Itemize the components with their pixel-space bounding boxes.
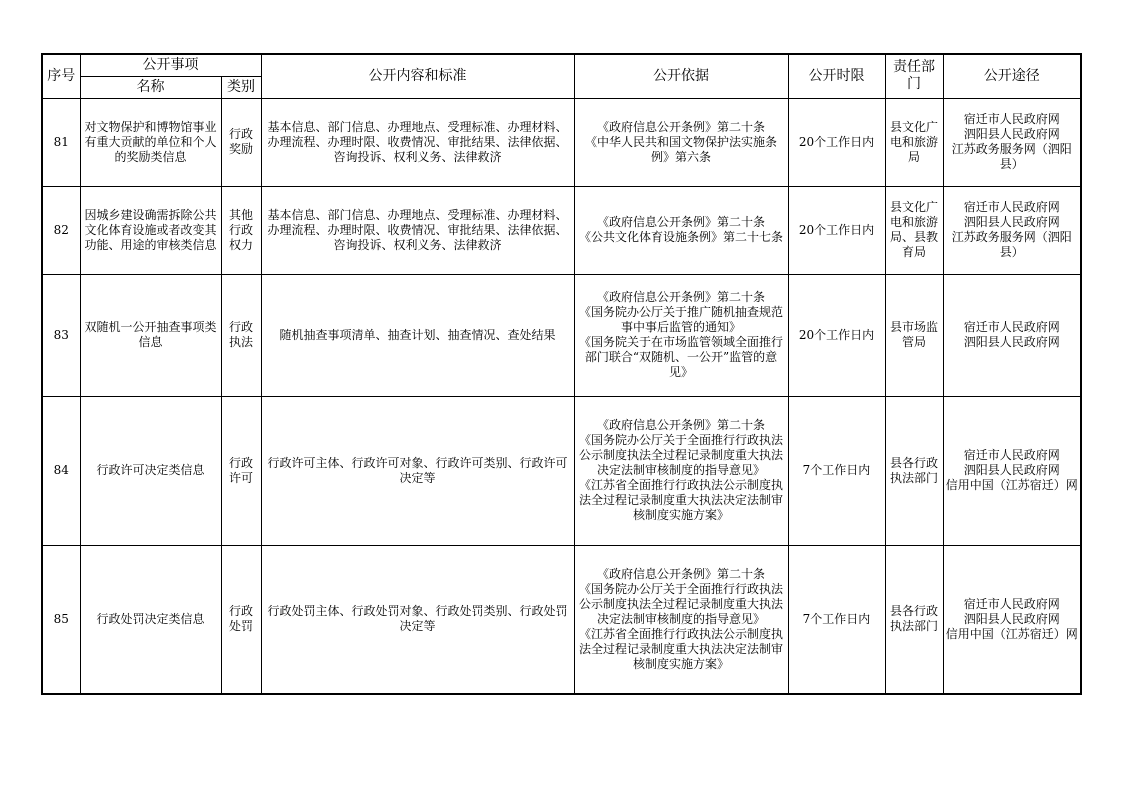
row-channel <box>943 545 1081 694</box>
channel-line: 宿迁市人民政府网 <box>963 320 1060 334</box>
row-channel <box>943 186 1081 274</box>
row-basis <box>574 98 788 186</box>
header-public-item: 公开事项 <box>80 54 261 76</box>
header-row-top <box>42 54 1081 76</box>
header-category: 类别 <box>221 76 261 98</box>
row-category: 行政许可 <box>221 396 261 545</box>
channel-line: 宿迁市人民政府网 <box>963 596 1060 611</box>
basis-line: 《江苏省全面推行行政执法公示制度执法全过程记录制度重大执法决定法制审核制度实施方案》 <box>578 478 783 522</box>
header-seq: 序号 <box>42 54 80 98</box>
channel-line: 泗阳县人民政府网 <box>963 335 1060 349</box>
channel-line: 泗阳县人民政府网 <box>963 215 1060 229</box>
row-content: 基本信息、部门信息、办理地点、受理标准、办理材料、办理流程、办理时限、收费情况、审批结果、法律依据、咨询投诉、权利义务、法律救济 <box>261 186 574 274</box>
basis-line: 《中华人民共和国文物保护法实施条例》第六条 <box>584 134 777 164</box>
row-name: 对文物保护和博物馆事业有重大贡献的单位和个人的奖励类信息 <box>80 98 221 186</box>
row-department: 县市场监管局 <box>885 274 943 396</box>
row-seq: 84 <box>42 396 80 545</box>
header-time-limit: 公开时限 <box>788 54 885 98</box>
row-basis <box>574 396 788 545</box>
row-seq: 83 <box>42 274 80 396</box>
row-department: 县文化广电和旅游局 <box>885 98 943 186</box>
channel-line: 宿迁市人民政府网 <box>963 448 1060 462</box>
row-time-limit: 20个工作日内 <box>788 186 885 274</box>
row-seq: 85 <box>42 545 80 694</box>
basis-line: 《国务院办公厅关于推广随机抽查规范事中事后监管的通知》 <box>578 305 783 334</box>
row-time-limit: 20个工作日内 <box>788 98 885 186</box>
table-row <box>42 98 1081 186</box>
table-row <box>42 545 1081 694</box>
header-content: 公开内容和标准 <box>261 54 574 98</box>
row-seq: 81 <box>42 98 80 186</box>
row-seq: 82 <box>42 186 80 274</box>
row-channel <box>943 98 1081 186</box>
row-time-limit: 7个工作日内 <box>788 396 885 545</box>
row-content: 行政处罚主体、行政处罚对象、行政处罚类别、行政处罚决定等 <box>261 545 574 694</box>
basis-line: 《国务院办公厅关于全面推行行政执法公示制度执法全过程记录制度重大执法决定法制审核制度的指导意见》 <box>578 433 783 477</box>
row-category: 行政奖励 <box>221 98 261 186</box>
row-name: 因城乡建设确需拆除公共文化体育设施或者改变其功能、用途的审核类信息 <box>80 186 221 274</box>
channel-line: 宿迁市人民政府网 <box>963 112 1060 126</box>
channel-line: 信用中国（江苏宿迁）网 <box>945 626 1078 641</box>
basis-line: 《国务院办公厅关于全面推行行政执法公示制度执法全过程记录制度重大执法决定法制审核制度的指导意见》 <box>578 581 783 626</box>
channel-line: 泗阳县人民政府网 <box>963 611 1060 626</box>
row-channel <box>943 274 1081 396</box>
row-category: 行政处罚 <box>221 545 261 694</box>
basis-line: 《公共文化体育设施条例》第二十七条 <box>578 230 783 244</box>
row-basis <box>574 545 788 694</box>
header-name: 名称 <box>80 76 221 98</box>
row-time-limit: 7个工作日内 <box>788 545 885 694</box>
channel-line: 泗阳县人民政府网 <box>963 127 1060 141</box>
channel-line: 泗阳县人民政府网 <box>963 463 1060 477</box>
basis-line: 《政府信息公开条例》第二十条 <box>596 290 765 304</box>
channel-line: 宿迁市人民政府网 <box>963 200 1060 214</box>
row-content: 行政许可主体、行政许可对象、行政许可类别、行政许可决定等 <box>261 396 574 545</box>
row-channel <box>943 396 1081 545</box>
row-department: 县各行政执法部门 <box>885 545 943 694</box>
basis-line: 《政府信息公开条例》第二十条 <box>596 215 765 229</box>
row-category: 其他行政权力 <box>221 186 261 274</box>
row-time-limit: 20个工作日内 <box>788 274 885 396</box>
row-content: 基本信息、部门信息、办理地点、受理标准、办理材料、办理流程、办理时限、收费情况、审批结果、法律依据、咨询投诉、权利义务、法律救济 <box>261 98 574 186</box>
row-name: 双随机一公开抽查事项类信息 <box>80 274 221 396</box>
row-department: 县各行政执法部门 <box>885 396 943 545</box>
row-category: 行政执法 <box>221 274 261 396</box>
channel-line: 信用中国（江苏宿迁）网 <box>945 478 1078 492</box>
basis-line: 《国务院关于在市场监管领域全面推行部门联合“双随机、一公开”监管的意见》 <box>578 335 783 379</box>
row-name: 行政许可决定类信息 <box>80 396 221 545</box>
basis-line: 《政府信息公开条例》第二十条 <box>596 418 765 432</box>
basis-line: 《政府信息公开条例》第二十条 <box>596 119 765 134</box>
channel-line: 江苏政务服务网（泗阳县） <box>951 230 1072 259</box>
header-channel: 公开途径 <box>943 54 1081 98</box>
table-row <box>42 186 1081 274</box>
header-department: 责任部门 <box>885 54 943 98</box>
row-basis <box>574 274 788 396</box>
header-basis: 公开依据 <box>574 54 788 98</box>
table-row <box>42 274 1081 396</box>
disclosure-table <box>41 53 1082 695</box>
basis-line: 《政府信息公开条例》第二十条 <box>596 566 765 581</box>
table-row <box>42 396 1081 545</box>
row-content: 随机抽查事项清单、抽查计划、抽查情况、查处结果 <box>261 274 574 396</box>
row-name: 行政处罚决定类信息 <box>80 545 221 694</box>
row-department: 县文化广电和旅游局、县教育局 <box>885 186 943 274</box>
channel-line: 江苏政务服务网（泗阳县） <box>951 142 1072 171</box>
basis-line: 《江苏省全面推行行政执法公示制度执法全过程记录制度重大执法决定法制审核制度实施方案》 <box>578 626 783 671</box>
row-basis <box>574 186 788 274</box>
